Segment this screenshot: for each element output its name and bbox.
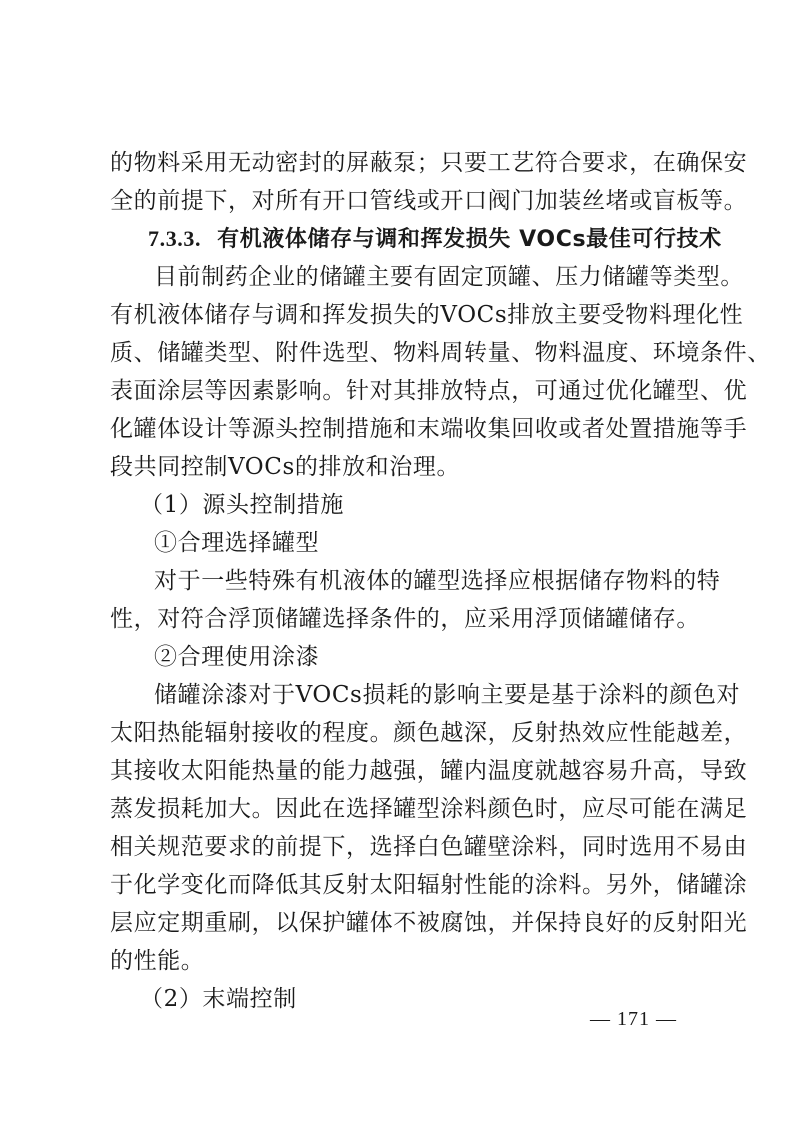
item-title-paint-usage: ②合理使用涂漆	[154, 644, 320, 670]
paragraph-line: 性，对符合浮顶储罐选择条件的，应采用浮顶储罐储存。	[110, 606, 700, 632]
paragraph-line: 蒸发损耗加大。因此在选择罐型涂料颜色时，应尽可能在满足	[110, 796, 748, 822]
paragraph-line: 的性能。	[110, 948, 205, 974]
paragraph-line: 储罐涂漆对于VOCs损耗的影响主要是基于涂料的颜色对	[154, 682, 741, 708]
paragraph-line: 质、储罐类型、附件选型、物料周转量、物料温度、环境条件、	[110, 340, 771, 366]
paragraph-line: 其接收太阳能热量的能力越强，罐内温度就越容易升高，导致	[110, 758, 748, 784]
section-heading	[148, 220, 722, 258]
paragraph-line: 化罐体设计等源头控制措施和末端收集回收或者处置措施等手	[110, 416, 748, 442]
paragraph-line: 层应定期重刷，以保护罐体不被腐蚀，并保持良好的反射阳光	[110, 910, 748, 936]
paragraph-line: 表面涂层等因素影响。针对其排放特点，可通过优化罐型、优	[110, 378, 748, 404]
subheading-source-control: （1）源头控制措施	[140, 492, 345, 518]
section-title: 有机液体储存与调和挥发损失 VOCs最佳可行技术	[217, 227, 722, 252]
page-number: — 171 —	[590, 1008, 677, 1030]
paragraph-line: 对于一些特殊有机液体的罐型选择应根据储存物料的特	[154, 568, 721, 594]
paragraph-line: 有机液体储存与调和挥发损失的VOCs排放主要受物料理化性	[110, 302, 744, 328]
paragraph-line: 段共同控制VOCs的排放和治理。	[110, 454, 461, 480]
paragraph-line: 目前制药企业的储罐主要有固定顶罐、压力储罐等类型。	[154, 264, 744, 290]
paragraph-line: 太阳热能辐射接收的程度。颜色越深，反射热效应性能越差，	[110, 720, 748, 746]
paragraph-line: 相关规范要求的前提下，选择白色罐壁涂料，同时选用不易由	[110, 834, 748, 860]
subheading-end-control: （2）末端控制	[140, 986, 297, 1012]
item-title-tank-selection: ①合理选择罐型	[154, 530, 320, 556]
paragraph-line: 的物料采用无动密封的屏蔽泵；只要工艺符合要求，在确保安	[110, 150, 748, 176]
paragraph-line: 于化学变化而降低其反射太阳辐射性能的涂料。另外，储罐涂	[110, 872, 748, 898]
paragraph-line: 全的前提下，对所有开口管线或开口阀门加装丝堵或盲板等。	[110, 188, 748, 214]
section-number: 7.3.3.	[148, 226, 202, 251]
